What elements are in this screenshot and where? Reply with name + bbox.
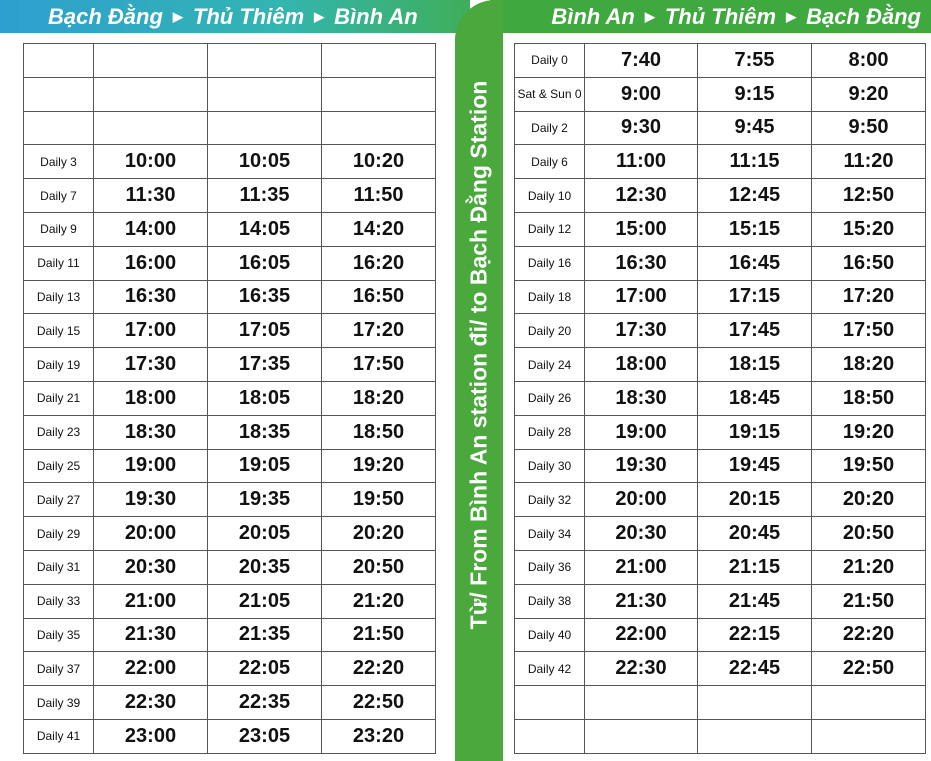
table-row (24, 381, 436, 415)
table-row (515, 584, 926, 618)
departure-time: 11:15 (698, 145, 812, 179)
stop-name: Thủ Thiêm (192, 3, 305, 29)
departure-time: 19:30 (94, 483, 208, 517)
table-row (515, 517, 926, 551)
departure-time (698, 719, 812, 753)
departure-time (585, 719, 698, 753)
trip-label: Daily 21 (24, 381, 94, 415)
departure-time: 21:00 (94, 584, 208, 618)
departure-time: 19:50 (812, 449, 926, 483)
departure-time: 17:35 (208, 348, 322, 382)
departure-time: 22:45 (698, 652, 812, 686)
table-row (515, 145, 926, 179)
departure-time: 21:30 (585, 584, 698, 618)
departure-time: 11:20 (812, 145, 926, 179)
table-row (515, 348, 926, 382)
trip-label: Daily 27 (24, 483, 94, 517)
trip-label: Daily 18 (515, 280, 585, 314)
trip-label: Daily 37 (24, 652, 94, 686)
departure-time (585, 686, 698, 720)
trip-label: Daily 11 (24, 246, 94, 280)
departure-time: 20:20 (322, 517, 436, 551)
departure-time: 16:35 (208, 280, 322, 314)
departure-time: 18:00 (94, 381, 208, 415)
departure-time: 19:30 (585, 449, 698, 483)
trip-label (24, 111, 94, 145)
departure-time: 11:50 (322, 179, 436, 213)
departure-time: 15:00 (585, 212, 698, 246)
departure-time: 14:20 (322, 212, 436, 246)
departure-time: 22:00 (585, 618, 698, 652)
departure-time: 11:00 (585, 145, 698, 179)
departure-time: 20:35 (208, 550, 322, 584)
table-row (515, 381, 926, 415)
stop-name: Bạch Đằng (48, 3, 163, 29)
table-row (515, 686, 926, 720)
table-row (515, 111, 926, 145)
departure-time: 7:40 (585, 44, 698, 78)
departure-time (812, 719, 926, 753)
departure-time: 18:30 (585, 381, 698, 415)
table-row (515, 550, 926, 584)
departure-time: 7:55 (698, 44, 812, 78)
trip-label: Daily 2 (515, 111, 585, 145)
departure-time: 16:45 (698, 246, 812, 280)
departure-time: 16:30 (585, 246, 698, 280)
departure-time: 21:15 (698, 550, 812, 584)
departure-time: 16:20 (322, 246, 436, 280)
departure-time: 21:20 (322, 584, 436, 618)
departure-time: 14:00 (94, 212, 208, 246)
route-header-left (0, 0, 470, 33)
departure-time: 8:00 (812, 44, 926, 78)
trip-label (24, 77, 94, 111)
direction-label: Từ/ From Bình An station đi/ to Bạch Đằng Station (465, 80, 492, 630)
trip-label: Daily 7 (24, 179, 94, 213)
departure-time: 22:20 (812, 618, 926, 652)
table-row (24, 212, 436, 246)
departure-time: 20:45 (698, 517, 812, 551)
departure-time: 22:50 (322, 686, 436, 720)
departure-time: 17:00 (94, 314, 208, 348)
table-row (24, 280, 436, 314)
departure-time: 21:45 (698, 584, 812, 618)
departure-time: 18:35 (208, 415, 322, 449)
trip-label: Daily 32 (515, 483, 585, 517)
table-row (24, 517, 436, 551)
table-row (24, 348, 436, 382)
departure-time: 21:00 (585, 550, 698, 584)
departure-time: 9:00 (585, 77, 698, 111)
trip-label: Daily 24 (515, 348, 585, 382)
departure-time: 22:00 (94, 652, 208, 686)
table-row (24, 111, 436, 145)
departure-time (94, 111, 208, 145)
departure-time: 15:15 (698, 212, 812, 246)
departure-time: 14:05 (208, 212, 322, 246)
departure-time (698, 686, 812, 720)
departure-time: 9:45 (698, 111, 812, 145)
trip-label: Daily 28 (515, 415, 585, 449)
departure-time: 21:05 (208, 584, 322, 618)
table-row (515, 652, 926, 686)
departure-time: 20:15 (698, 483, 812, 517)
trip-label: Daily 41 (24, 719, 94, 753)
departure-time: 18:05 (208, 381, 322, 415)
arrow-right-icon: ▶ (314, 8, 325, 24)
departure-time: 17:30 (94, 348, 208, 382)
departure-time: 11:30 (94, 179, 208, 213)
table-row (24, 652, 436, 686)
departure-time: 20:50 (322, 550, 436, 584)
trip-label: Daily 36 (515, 550, 585, 584)
trip-label: Daily 15 (24, 314, 94, 348)
schedule-table-right (514, 43, 926, 754)
departure-time: 19:00 (94, 449, 208, 483)
departure-time: 17:20 (322, 314, 436, 348)
trip-label: Daily 30 (515, 449, 585, 483)
stop-name: Thủ Thiêm (664, 3, 777, 29)
departure-time: 12:45 (698, 179, 812, 213)
departure-time: 23:20 (322, 719, 436, 753)
trip-label: Daily 26 (515, 381, 585, 415)
departure-time (94, 44, 208, 78)
departure-time: 22:05 (208, 652, 322, 686)
table-row (515, 77, 926, 111)
trip-label: Daily 6 (515, 145, 585, 179)
departure-time: 21:35 (208, 618, 322, 652)
trip-label: Daily 16 (515, 246, 585, 280)
trip-label: Daily 39 (24, 686, 94, 720)
departure-time: 9:15 (698, 77, 812, 111)
table-row (24, 618, 436, 652)
table-row (24, 179, 436, 213)
trip-label: Daily 29 (24, 517, 94, 551)
departure-time: 17:15 (698, 280, 812, 314)
trip-label: Daily 40 (515, 618, 585, 652)
table-row (24, 483, 436, 517)
arrow-right-icon: ▶ (644, 8, 655, 24)
departure-time: 17:00 (585, 280, 698, 314)
departure-time: 17:30 (585, 314, 698, 348)
departure-time: 9:50 (812, 111, 926, 145)
departure-time: 20:30 (585, 517, 698, 551)
table-row (515, 483, 926, 517)
trip-label (515, 719, 585, 753)
trip-label (515, 686, 585, 720)
departure-time (322, 77, 436, 111)
departure-time: 23:05 (208, 719, 322, 753)
arrow-right-icon: ▶ (172, 8, 183, 24)
trip-label: Daily 9 (24, 212, 94, 246)
table-row (24, 44, 436, 78)
stop-name: Bình An (551, 3, 635, 29)
departure-time: 23:00 (94, 719, 208, 753)
stop-name: Bạch Đằng (806, 3, 921, 29)
departure-time: 15:20 (812, 212, 926, 246)
departure-time (812, 686, 926, 720)
departure-time: 17:45 (698, 314, 812, 348)
departure-time: 22:35 (208, 686, 322, 720)
departure-time: 22:30 (585, 652, 698, 686)
departure-time: 19:05 (208, 449, 322, 483)
table-row (515, 449, 926, 483)
table-row (24, 246, 436, 280)
table-row (24, 77, 436, 111)
departure-time: 21:30 (94, 618, 208, 652)
departure-time: 16:30 (94, 280, 208, 314)
departure-time: 10:05 (208, 145, 322, 179)
departure-time: 21:20 (812, 550, 926, 584)
departure-time: 18:20 (322, 381, 436, 415)
departure-time: 20:00 (585, 483, 698, 517)
departure-time: 19:00 (585, 415, 698, 449)
schedule-table-left (23, 43, 436, 754)
departure-time: 20:30 (94, 550, 208, 584)
departure-time: 16:50 (322, 280, 436, 314)
departure-time: 20:20 (812, 483, 926, 517)
departure-time: 9:20 (812, 77, 926, 111)
table-row (24, 449, 436, 483)
departure-time: 22:50 (812, 652, 926, 686)
departure-time: 19:50 (322, 483, 436, 517)
table-row (24, 415, 436, 449)
departure-time: 16:05 (208, 246, 322, 280)
stop-name: Bình An (334, 3, 418, 29)
departure-time: 16:50 (812, 246, 926, 280)
departure-time: 18:50 (812, 381, 926, 415)
departure-time: 20:05 (208, 517, 322, 551)
departure-time: 18:30 (94, 415, 208, 449)
departure-time (322, 111, 436, 145)
table-row (24, 550, 436, 584)
departure-time: 22:30 (94, 686, 208, 720)
departure-time: 17:50 (322, 348, 436, 382)
table-row (24, 719, 436, 753)
departure-time (322, 44, 436, 78)
departure-time: 9:30 (585, 111, 698, 145)
departure-time: 17:50 (812, 314, 926, 348)
table-row (24, 145, 436, 179)
departure-time: 18:45 (698, 381, 812, 415)
departure-time (208, 77, 322, 111)
trip-label: Daily 19 (24, 348, 94, 382)
trip-label: Daily 35 (24, 618, 94, 652)
departure-time (94, 77, 208, 111)
departure-time: 18:15 (698, 348, 812, 382)
departure-time: 19:20 (322, 449, 436, 483)
route-header-right (490, 0, 931, 33)
departure-time: 18:00 (585, 348, 698, 382)
table-row (515, 179, 926, 213)
trip-label: Daily 34 (515, 517, 585, 551)
trip-label: Daily 0 (515, 44, 585, 78)
table-row (515, 246, 926, 280)
departure-time: 18:20 (812, 348, 926, 382)
departure-time: 17:05 (208, 314, 322, 348)
departure-time: 10:20 (322, 145, 436, 179)
departure-time: 11:35 (208, 179, 322, 213)
departure-time: 17:20 (812, 280, 926, 314)
departure-time: 19:15 (698, 415, 812, 449)
arrow-right-icon: ▶ (786, 8, 797, 24)
table-row (24, 686, 436, 720)
trip-label: Daily 20 (515, 314, 585, 348)
departure-time: 18:50 (322, 415, 436, 449)
departure-time: 20:50 (812, 517, 926, 551)
trip-label: Sat & Sun 0 (515, 77, 585, 111)
departure-time (208, 111, 322, 145)
trip-label: Daily 23 (24, 415, 94, 449)
trip-label: Daily 38 (515, 584, 585, 618)
departure-time: 16:00 (94, 246, 208, 280)
departure-time: 12:30 (585, 179, 698, 213)
table-row (515, 719, 926, 753)
trip-label (24, 44, 94, 78)
table-row (515, 415, 926, 449)
table-row (515, 618, 926, 652)
trip-label: Daily 3 (24, 145, 94, 179)
trip-label: Daily 42 (515, 652, 585, 686)
departure-time: 21:50 (322, 618, 436, 652)
trip-label: Daily 13 (24, 280, 94, 314)
trip-label: Daily 31 (24, 550, 94, 584)
departure-time: 21:50 (812, 584, 926, 618)
departure-time: 22:20 (322, 652, 436, 686)
trip-label: Daily 12 (515, 212, 585, 246)
departure-time: 12:50 (812, 179, 926, 213)
table-row (515, 314, 926, 348)
departure-time: 22:15 (698, 618, 812, 652)
trip-label: Daily 33 (24, 584, 94, 618)
departure-time: 20:00 (94, 517, 208, 551)
table-row (24, 314, 436, 348)
departure-time: 10:00 (94, 145, 208, 179)
departure-time: 19:35 (208, 483, 322, 517)
departure-time: 19:45 (698, 449, 812, 483)
departure-time (208, 44, 322, 78)
table-row (24, 584, 436, 618)
table-row (515, 280, 926, 314)
table-row (515, 212, 926, 246)
trip-label: Daily 25 (24, 449, 94, 483)
departure-time: 19:20 (812, 415, 926, 449)
trip-label: Daily 10 (515, 179, 585, 213)
table-row (515, 44, 926, 78)
